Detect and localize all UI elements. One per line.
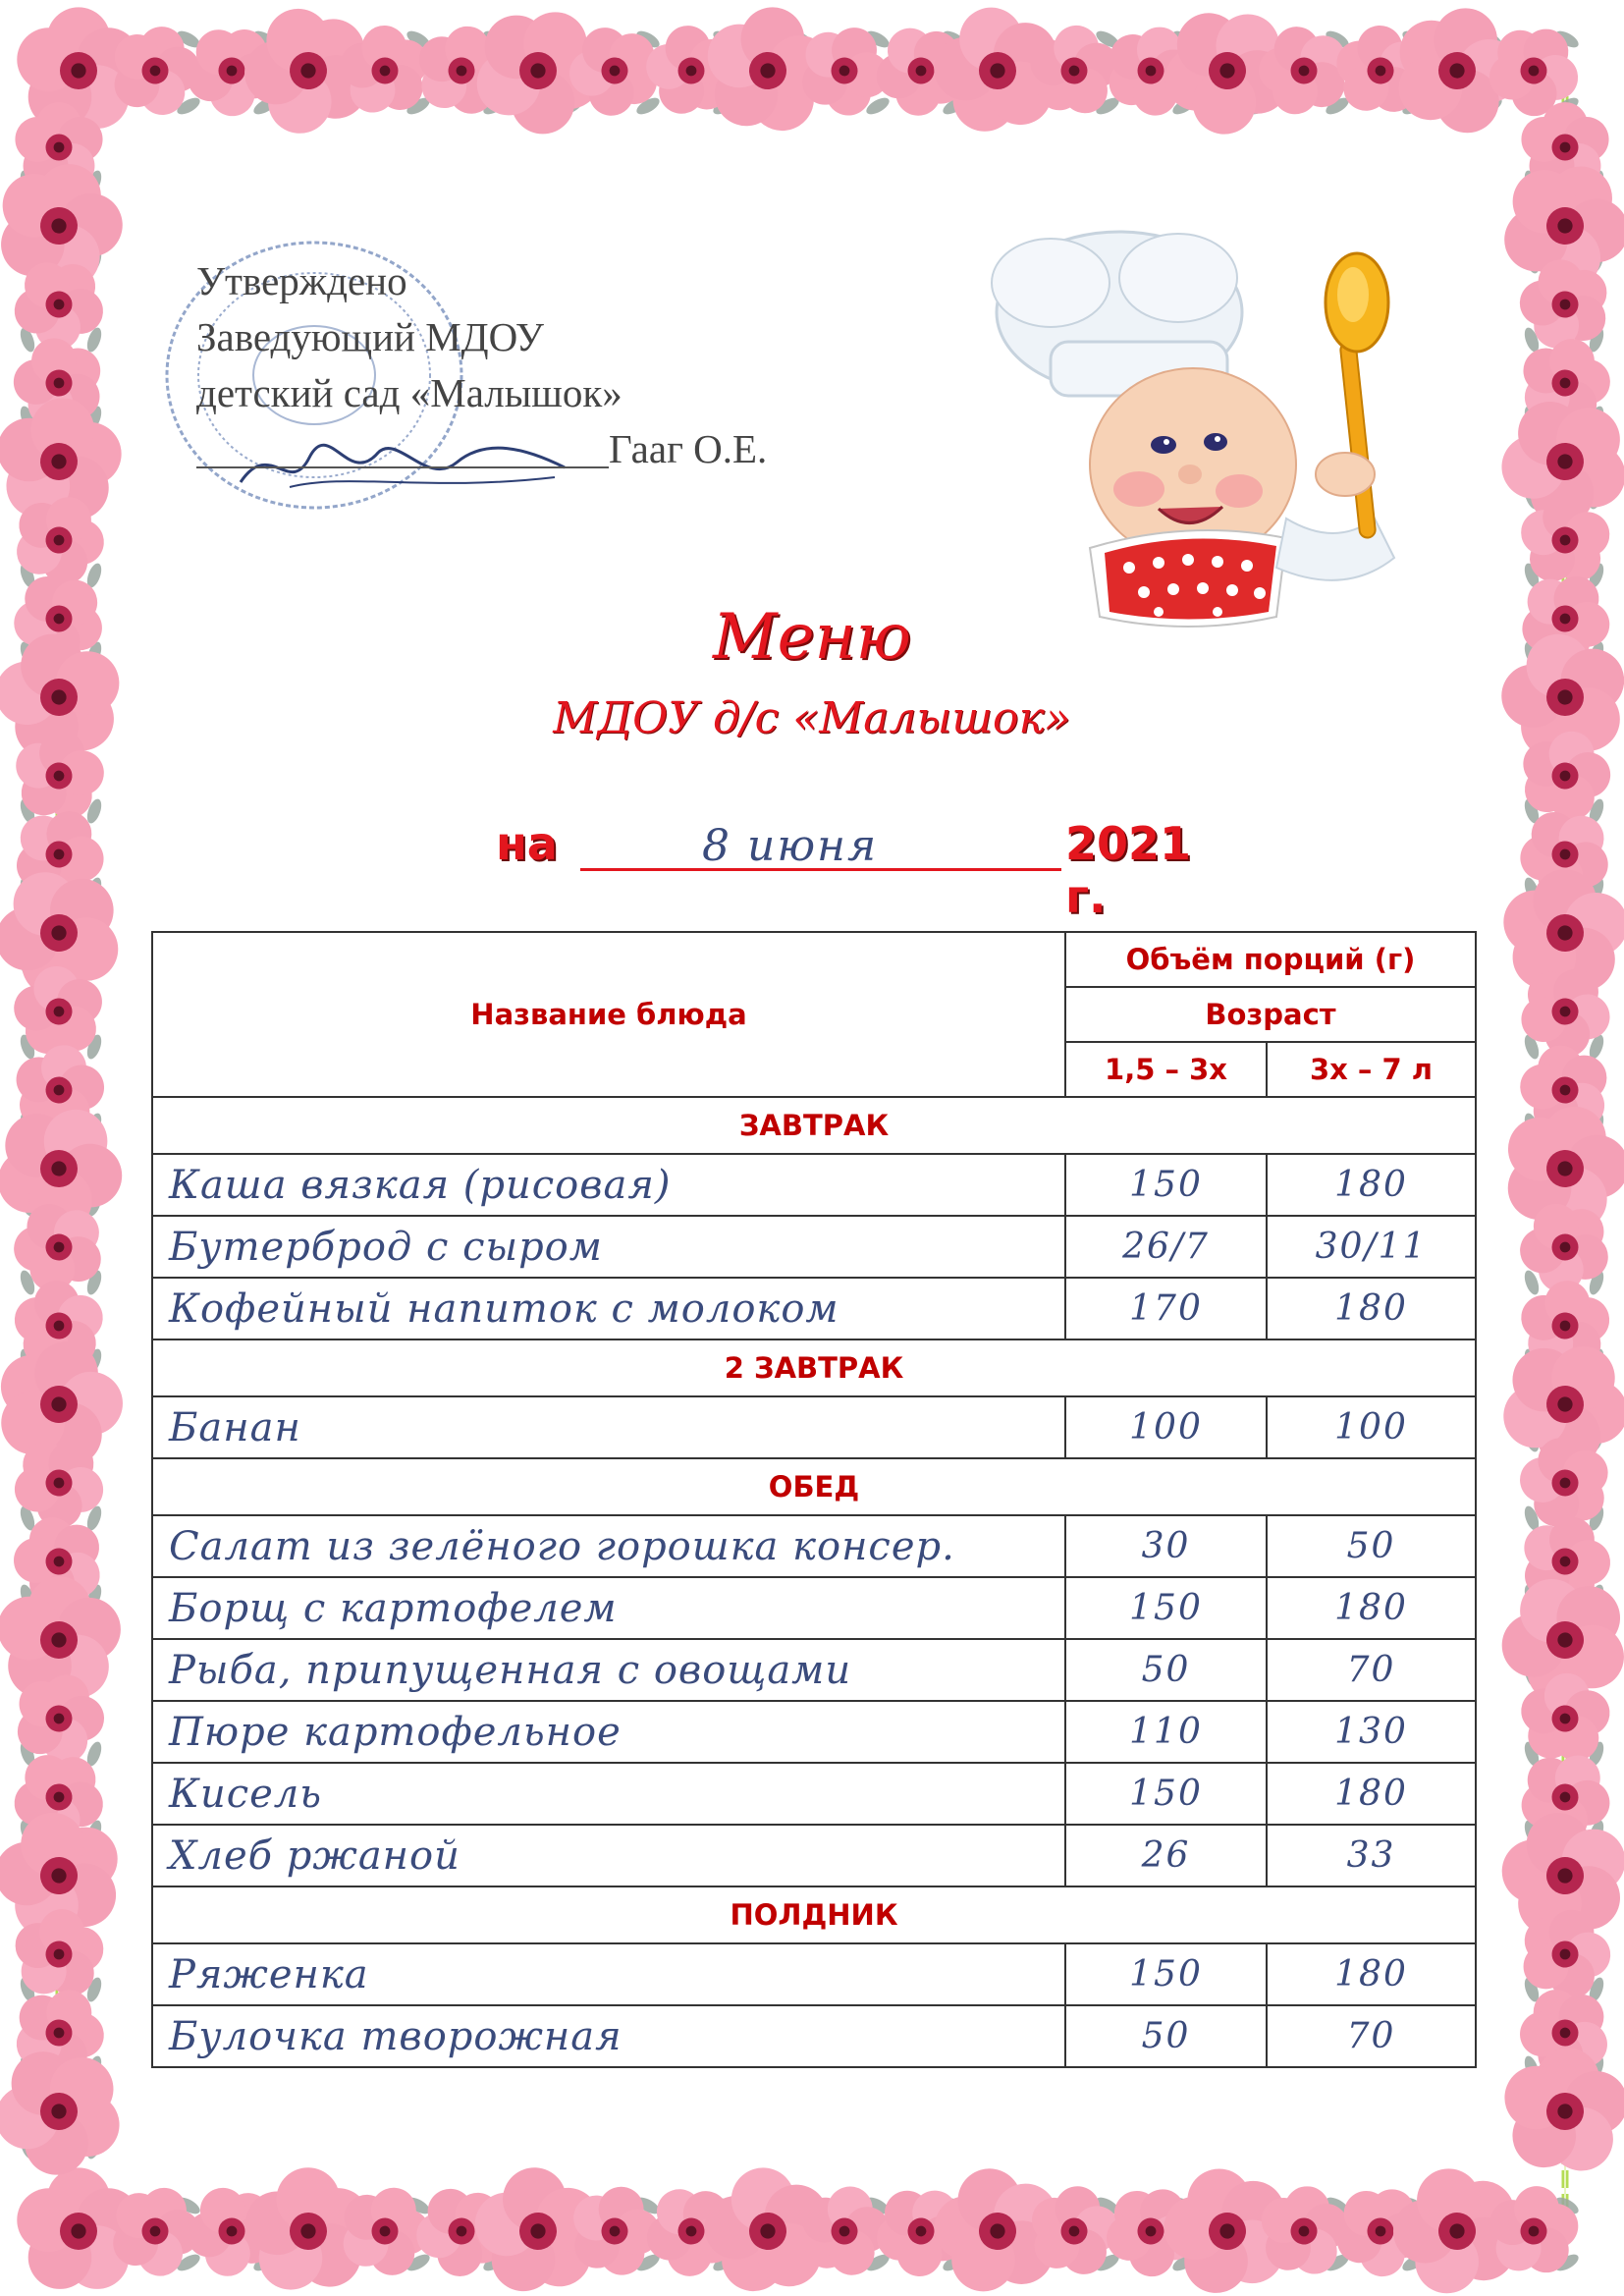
table-row bbox=[152, 1763, 1476, 1825]
page-subtitle: МДОУ д/с «Малышок» bbox=[553, 693, 1071, 743]
portion-young: 110 bbox=[1065, 1701, 1267, 1763]
date-value: 8 июня bbox=[702, 821, 879, 871]
dish-name: Ряженка bbox=[152, 1943, 1065, 2005]
portion-older: 70 bbox=[1267, 2005, 1476, 2067]
dish-name: Бутерброд с сыром bbox=[152, 1216, 1065, 1278]
date-line bbox=[496, 817, 1242, 923]
portion-older: 50 bbox=[1267, 1515, 1476, 1577]
dish-name: Рыба, припущенная с овощами bbox=[152, 1639, 1065, 1701]
section-row bbox=[152, 1886, 1476, 1943]
table-row bbox=[152, 2005, 1476, 2067]
portion-older: 180 bbox=[1267, 1943, 1476, 2005]
approval-organization: детский сад «Малышок» bbox=[196, 370, 623, 415]
dish-name: Кофейный напиток с молоком bbox=[152, 1278, 1065, 1339]
section-title: ЗАВТРАК bbox=[152, 1097, 1476, 1154]
portion-young: 26 bbox=[1065, 1825, 1267, 1886]
portion-older: 180 bbox=[1267, 1763, 1476, 1825]
dish-name: Пюре картофельное bbox=[152, 1701, 1065, 1763]
chef-icon bbox=[982, 224, 1443, 636]
section-row bbox=[152, 1339, 1476, 1396]
signature-line bbox=[196, 425, 609, 468]
portion-older: 100 bbox=[1267, 1396, 1476, 1458]
menu-table-body bbox=[152, 932, 1476, 2067]
header-age-older: 3х – 7 л bbox=[1267, 1042, 1476, 1097]
page-title: Меню bbox=[713, 601, 911, 674]
portion-young: 150 bbox=[1065, 1154, 1267, 1216]
table-row bbox=[152, 1701, 1476, 1763]
approval-label: Утверждено bbox=[196, 258, 407, 303]
section-row bbox=[152, 1458, 1476, 1515]
portion-young: 170 bbox=[1065, 1278, 1267, 1339]
portion-older: 180 bbox=[1267, 1577, 1476, 1639]
portion-older: 180 bbox=[1267, 1154, 1476, 1216]
portion-young: 100 bbox=[1065, 1396, 1267, 1458]
section-title: ПОЛДНИК bbox=[152, 1886, 1476, 1943]
table-row bbox=[152, 1154, 1476, 1216]
dish-name: Булочка творожная bbox=[152, 2005, 1065, 2067]
table-row bbox=[152, 1216, 1476, 1278]
approval-block bbox=[196, 253, 825, 477]
table-row bbox=[152, 1577, 1476, 1639]
portion-older: 130 bbox=[1267, 1701, 1476, 1763]
approval-position: Заведующий МДОУ bbox=[196, 314, 544, 359]
table-row bbox=[152, 1825, 1476, 1886]
table-row bbox=[152, 1639, 1476, 1701]
portion-older: 180 bbox=[1267, 1278, 1476, 1339]
dish-name: Банан bbox=[152, 1396, 1065, 1458]
dish-name: Борщ с картофелем bbox=[152, 1577, 1065, 1639]
header-dish-name: Название блюда bbox=[152, 932, 1065, 1097]
portion-young: 50 bbox=[1065, 2005, 1267, 2067]
dish-name: Салат из зелёного горошка консер. bbox=[152, 1515, 1065, 1577]
approval-name: Гааг О.Е. bbox=[609, 426, 768, 471]
table-row bbox=[152, 1515, 1476, 1577]
table-row bbox=[152, 1943, 1476, 2005]
section-title: ОБЕД bbox=[152, 1458, 1476, 1515]
section-row bbox=[152, 1097, 1476, 1154]
portion-young: 50 bbox=[1065, 1639, 1267, 1701]
header-portion: Объём порций (г) bbox=[1065, 932, 1476, 987]
menu-table bbox=[151, 931, 1477, 2068]
portion-young: 30 bbox=[1065, 1515, 1267, 1577]
dish-name: Каша вязкая (рисовая) bbox=[152, 1154, 1065, 1216]
date-year: 2021 г. bbox=[1065, 817, 1192, 923]
portion-young: 150 bbox=[1065, 1763, 1267, 1825]
date-prefix: на bbox=[496, 817, 558, 870]
portion-young: 150 bbox=[1065, 1943, 1267, 2005]
header-age: Возраст bbox=[1065, 987, 1476, 1042]
dish-name: Хлеб ржаной bbox=[152, 1825, 1065, 1886]
portion-young: 150 bbox=[1065, 1577, 1267, 1639]
dish-name: Кисель bbox=[152, 1763, 1065, 1825]
portion-older: 30/11 bbox=[1267, 1216, 1476, 1278]
portion-older: 33 bbox=[1267, 1825, 1476, 1886]
header-age-young: 1,5 – 3х bbox=[1065, 1042, 1267, 1097]
table-row bbox=[152, 1396, 1476, 1458]
table-row bbox=[152, 1278, 1476, 1339]
section-title: 2 ЗАВТРАК bbox=[152, 1339, 1476, 1396]
portion-older: 70 bbox=[1267, 1639, 1476, 1701]
portion-young: 26/7 bbox=[1065, 1216, 1267, 1278]
